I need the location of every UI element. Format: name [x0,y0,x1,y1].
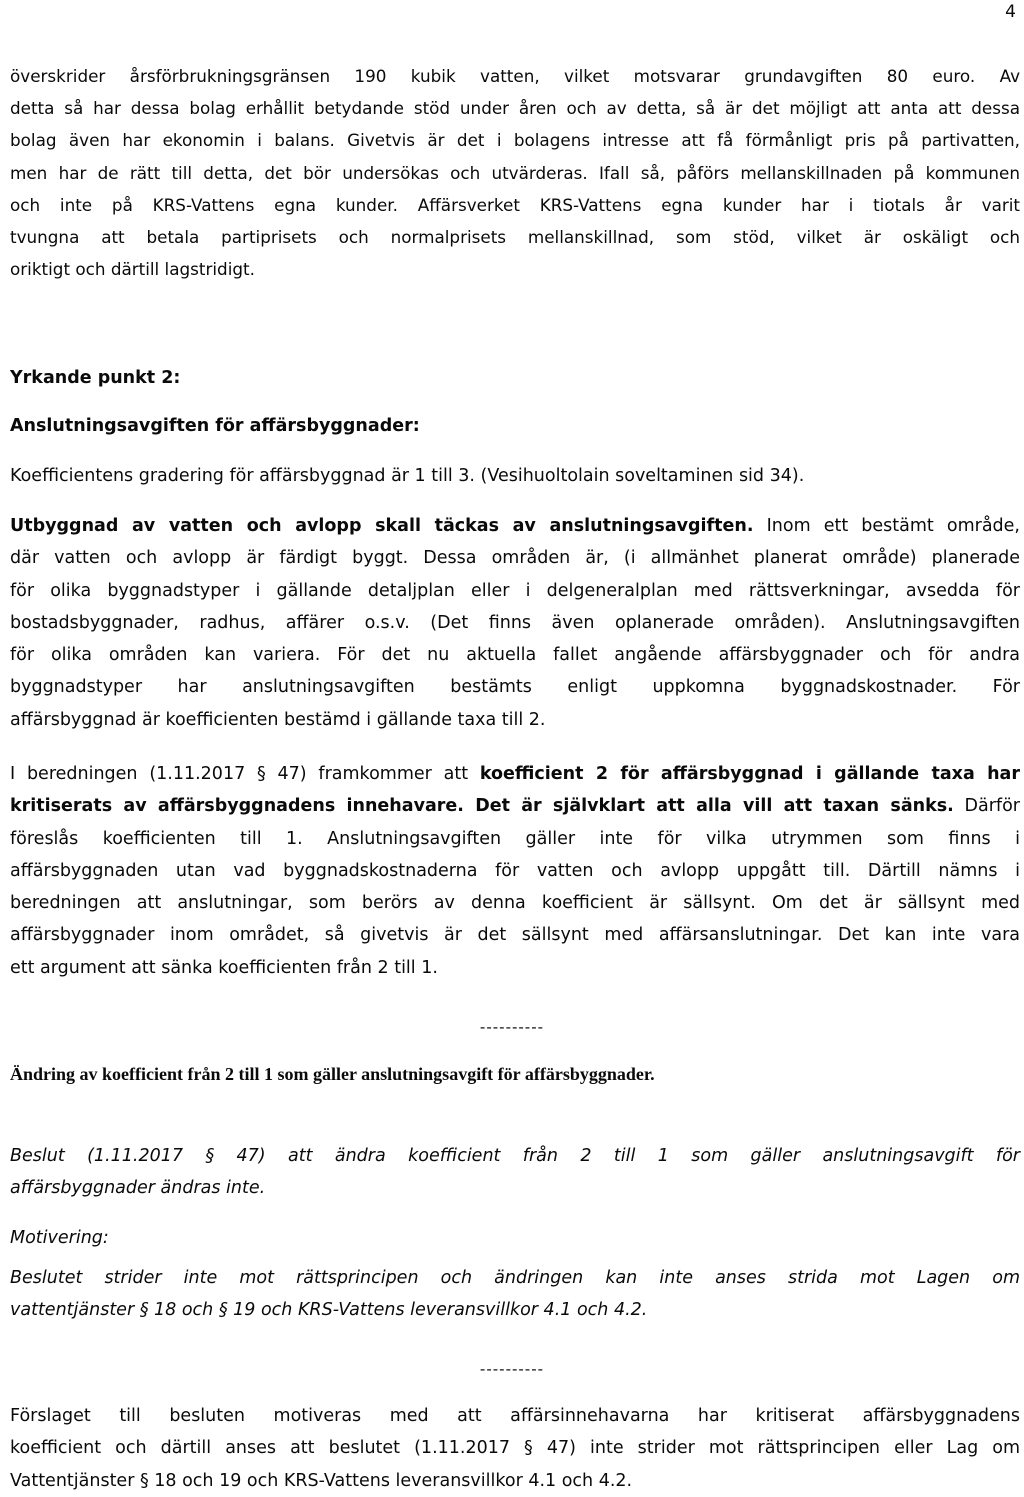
text-run: I beredningen (1.11.2017 § 47) framkommer att [10,764,480,784]
separator: ---------- [479,1360,545,1378]
text-line: överskrider årsförbrukningsgränsen 190 kubik vatten, vilket motsvarar grundavgiften 80 euro. Av [10,66,1020,86]
paragraph-utbyggnad [10,510,1020,736]
koefficient-line-block [10,460,1020,492]
text-line: Beslutet strider inte mot rättsprincipen och ändringen kan inte anses strida mot Lagen om [10,1268,1020,1288]
text-line: oriktigt och därtill lagstridigt. [10,259,255,280]
text-line: detta så har dessa bolag erhållit betydande stöd under åren och av detta, så är det möjligt att anta att dessa [10,98,1020,119]
text-line: men har de rätt till detta, det bör undersökas och utvärderas. Ifall så, påförs mellanskillnaden på kommunen [10,162,1020,183]
motivering-label-block [10,1222,1020,1254]
text-line: beredningen att anslutningar, som berörs av denna koefficient är sällsynt. Om det är sällsynt med [10,893,1020,914]
heading-yrkande: Yrkande punkt 2: [10,368,181,388]
page-number: 4 [1005,2,1016,22]
text-line [10,758,1020,790]
paragraph-intro [10,60,1020,285]
text-line: byggnadstyper har anslutningsavgiften bestämts enligt uppkomna byggnadskostnader. För [10,677,1020,698]
heading-andring: Ändring av koefficient från 2 till 1 som gäller anslutningsavgift för affärsbyggnader. [10,1064,655,1084]
text-line: Förslaget till besluten motiveras med att affärsinnehavarna har kritiserat affärsbyggnadens [10,1406,1020,1426]
text-line: vattentjänster § 18 och § 19 och KRS-Vattens leveransvillkor 4.1 och 4.2. [10,1300,648,1321]
heading-anslutning: Anslutningsavgiften för affärsbyggnader: [10,416,420,436]
text-line: Vattentjänster § 18 och 19 och KRS-Vattens leveransvillkor 4.1 och 4.2. [10,1470,633,1491]
text-line: ett argument att sänka koefficienten från 2 till 1. [10,957,438,978]
text-line: affärsbyggnader ändras inte. [10,1178,266,1199]
text-run: Därför [953,796,1020,817]
text-line: och inte på KRS-Vattens egna kunder. Affärsverket KRS-Vattens egna kunder har i tiotals år varit [10,194,1020,215]
text-line: affärsbyggnader inom området, så givetvis är det sällsynt med affärsanslutningar. Det kan inte vara [10,925,1020,946]
motivering-block [10,1262,1020,1327]
koefficient-line: Koefficientens gradering för affärsbyggnad är 1 till 3. (Vesihuoltolain soveltaminen sid 34). [10,466,805,486]
paragraph-beredning [10,758,1020,984]
separator: ---------- [479,1018,545,1036]
heading-yrkande-block [10,362,1020,394]
text-line [10,510,1020,542]
text-line: bolag även har ekonomin i balans. Givetvis är det i bolagens intresse att få förmånligt pris på partivatten, [10,130,1020,151]
text-line [10,790,1020,822]
text-line: föreslås koefficienten till 1. Anslutningsavgiften gäller inte för vilka utrymmen som finns i [10,828,1020,849]
text-line: affärsbyggnad är koefficienten bestämd i gällande taxa till 2. [10,709,546,730]
text-line: koefficient och därtill anses att beslutet (1.11.2017 § 47) inte strider mot rättsprincipen eller Lag om [10,1438,1020,1459]
text-line: tvungna att betala partiprisets och normalprisets mellanskillnad, som stöd, vilket är oskäligt och [10,227,1020,248]
text-run: Inom ett bestämt område, [753,516,1020,536]
heading-anslutning-block [10,410,1020,442]
forslag-block [10,1400,1020,1497]
text-line: affärsbyggnaden utan vad byggnadskostnaderna för vatten och avlopp uppgått till. Därtill nämns i [10,860,1020,881]
text-line: bostadsbyggnader, radhus, affärer o.s.v. (Det finns även oplanerade områden). Anslutningsavgiften [10,612,1020,633]
text-line: för olika byggnadstyper i gällande detaljplan eller i delgeneralplan med rättsverkningar, avsedda för [10,580,1020,601]
bold-run: koefficient 2 för affärsbyggnad i gällande taxa har [479,764,1020,784]
text-line: där vatten och avlopp är färdigt byggt. Dessa områden är, (i allmänhet planerat område) planerade [10,548,1020,569]
beslut-block [10,1140,1020,1205]
bold-run: kritiserats av affärsbyggnadens innehavare. Det är självklart att alla vill att taxan sänks. [10,796,954,817]
text-line: för olika områden kan variera. För det nu aktuella fallet angående affärsbyggnader och för andra [10,645,1020,666]
bold-lead: Utbyggnad av vatten och avlopp skall täckas av anslutningsavgiften. [10,516,754,536]
text-line: Beslut (1.11.2017 § 47) att ändra koefficient från 2 till 1 som gäller anslutningsavgift för [10,1146,1020,1166]
motivering-label: Motivering: [10,1228,109,1248]
heading-andring-block [10,1064,1020,1085]
